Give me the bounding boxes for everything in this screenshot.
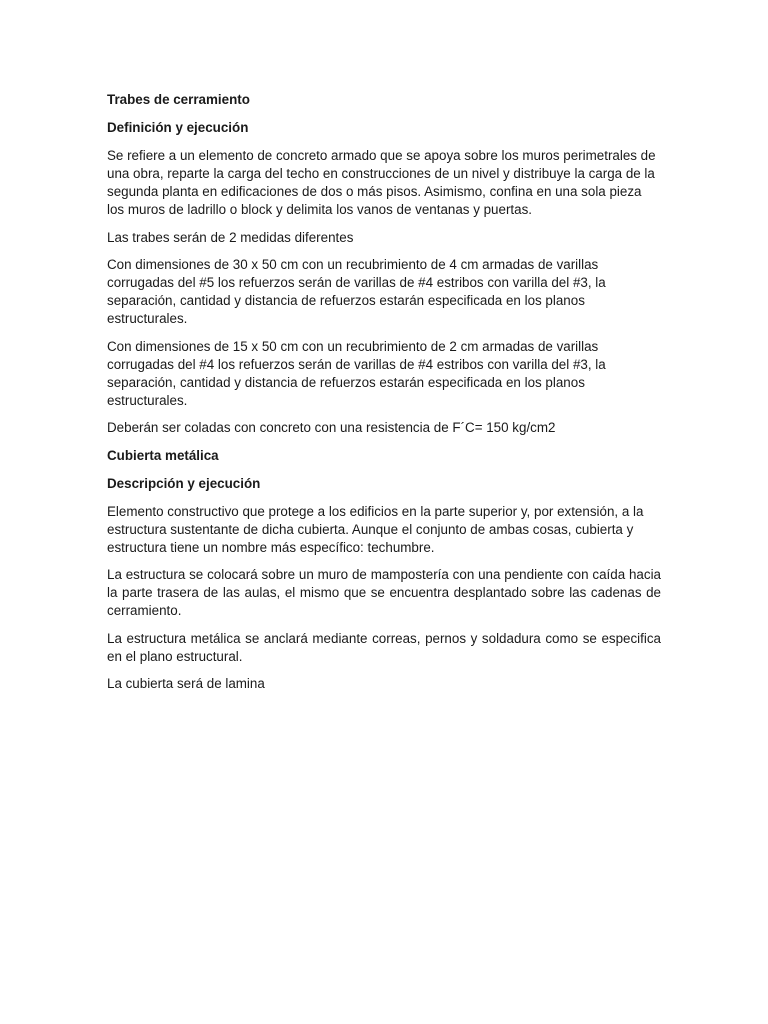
subsection-title-descripcion: Descripción y ejecución <box>107 475 261 491</box>
paragraph-cubierta-lamina: La cubierta será de lamina <box>107 676 265 691</box>
paragraph-cubierta-anclaje: La estructura metálica se anclará mediante correas, pernos y soldadura como se especifica en el plano estructural. <box>107 630 661 664</box>
paragraph-trabes-30x50: Con dimensiones de 30 x 50 cm con un recubrimiento de 4 cm armadas de varillas corrugadas del #5 los refuerzos serán de varillas de #4 estribos con varilla del #3, la separación, cantidad y distancia de refuerzos estarán especificada en los planos estructurales. <box>107 257 606 326</box>
paragraph-trabes-15x50: Con dimensiones de 15 x 50 cm con un recubrimiento de 2 cm armadas de varillas corrugadas del #4 los refuerzos serán de varillas de #4 estribos con varilla del #3, la separación, cantidad y distancia de refuerzos estarán especificada en los planos estructurales. <box>107 338 606 408</box>
paragraph-cubierta-muro: La estructura se colocará sobre un muro de mampostería con una pendiente con caída hacia la parte trasera de las aulas, el mismo que se encuentra desplantado sobre las cadenas de cerramiento. <box>107 567 661 618</box>
paragraph-trabes-medidas: Las trabes serán de 2 medidas diferentes <box>107 229 354 245</box>
section-title-cubierta: Cubierta metálica <box>107 447 219 463</box>
section-title-trabes: Trabes de cerramiento <box>107 92 250 107</box>
paragraph-cubierta-definition: Elemento constructivo que protege a los edificios en la parte superior y, por extensión, a la estructura sustentante de dicha cubierta. Aunque el conjunto de ambas cosas, cubierta y estructura tiene un nombre más específico: techumbre. <box>107 503 644 555</box>
paragraph-trabes-resistencia: Deberán ser coladas con concreto con una resistencia de F´C= 150 kg/cm2 <box>107 420 556 435</box>
subsection-title-definicion: Definición y ejecución <box>107 120 249 135</box>
document-page <box>107 91 661 703</box>
paragraph-trabes-definition: Se refiere a un elemento de concreto armado que se apoya sobre los muros perimetrales de una obra, reparte la carga del techo en construcciones de un nivel y distribuye la carga de la segunda planta en edificaciones de dos o más pisos. Asimismo, confina en una sola pieza los muros de ladrillo o block y delimita los vanos de ventanas y puertas. <box>107 148 656 217</box>
